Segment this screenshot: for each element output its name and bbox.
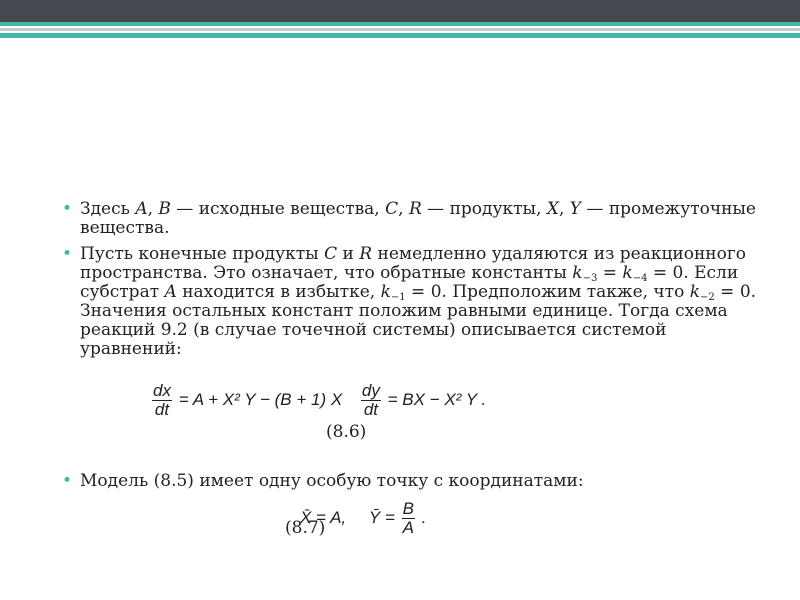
fraction-dy-dt: $\frac{dy}{dt}$: [361, 381, 380, 419]
equation-system: [150, 382, 486, 419]
paragraph-substances: • Здесь A, B — исходные вещества, C, R — продукты, X, Y — промежуточные вещества.: [62, 199, 756, 238]
equation-number: (8.7): [285, 518, 326, 538]
equation-number: (8.6): [326, 422, 367, 442]
bullet-icon: •: [62, 471, 73, 491]
bullet-icon: •: [62, 244, 73, 264]
slide-body: [60, 200, 760, 366]
paragraph-singular-point: • Модель (8.5) имеет одну особую точку с координатами:: [62, 471, 584, 491]
equation-x-bar: X̄ = A,: [300, 507, 347, 527]
paragraph-assumptions: • Пусть конечные продукты C и R немедленно удаляются из реакционного пространства. Это означает, что обратные константы $k_{-3} = k_{-4} = 0$. Если субстрат A находится в избытке, $k_{-1} = 0$. Предположим также, что $k_{-2} = 0$. Значения остальных констант положим равными единице. Тогда схема реакций 9.2 (в случае точечной системы) описывается системой уравнений:: [62, 244, 757, 359]
equation-y-bar: Ȳ =: [368, 507, 395, 527]
equation-rhs-x: = A + X² Y − (B + 1) X: [178, 389, 343, 409]
bullet-icon: •: [62, 199, 73, 219]
accent-stripe-bottom: [0, 33, 800, 38]
slide-body-bottom: [60, 472, 760, 498]
fraction-b-over-a: $\frac{B}{A}$: [402, 499, 414, 537]
slide-top-bar: [0, 0, 800, 22]
equation-singular-point: X̄ = A, Ȳ = $\frac{B}{A}$ .: [300, 499, 427, 537]
fraction-dx-dt: $\frac{dx}{dt}$: [153, 381, 171, 419]
equation-rhs-y: = BX − X² Y .: [387, 389, 487, 409]
